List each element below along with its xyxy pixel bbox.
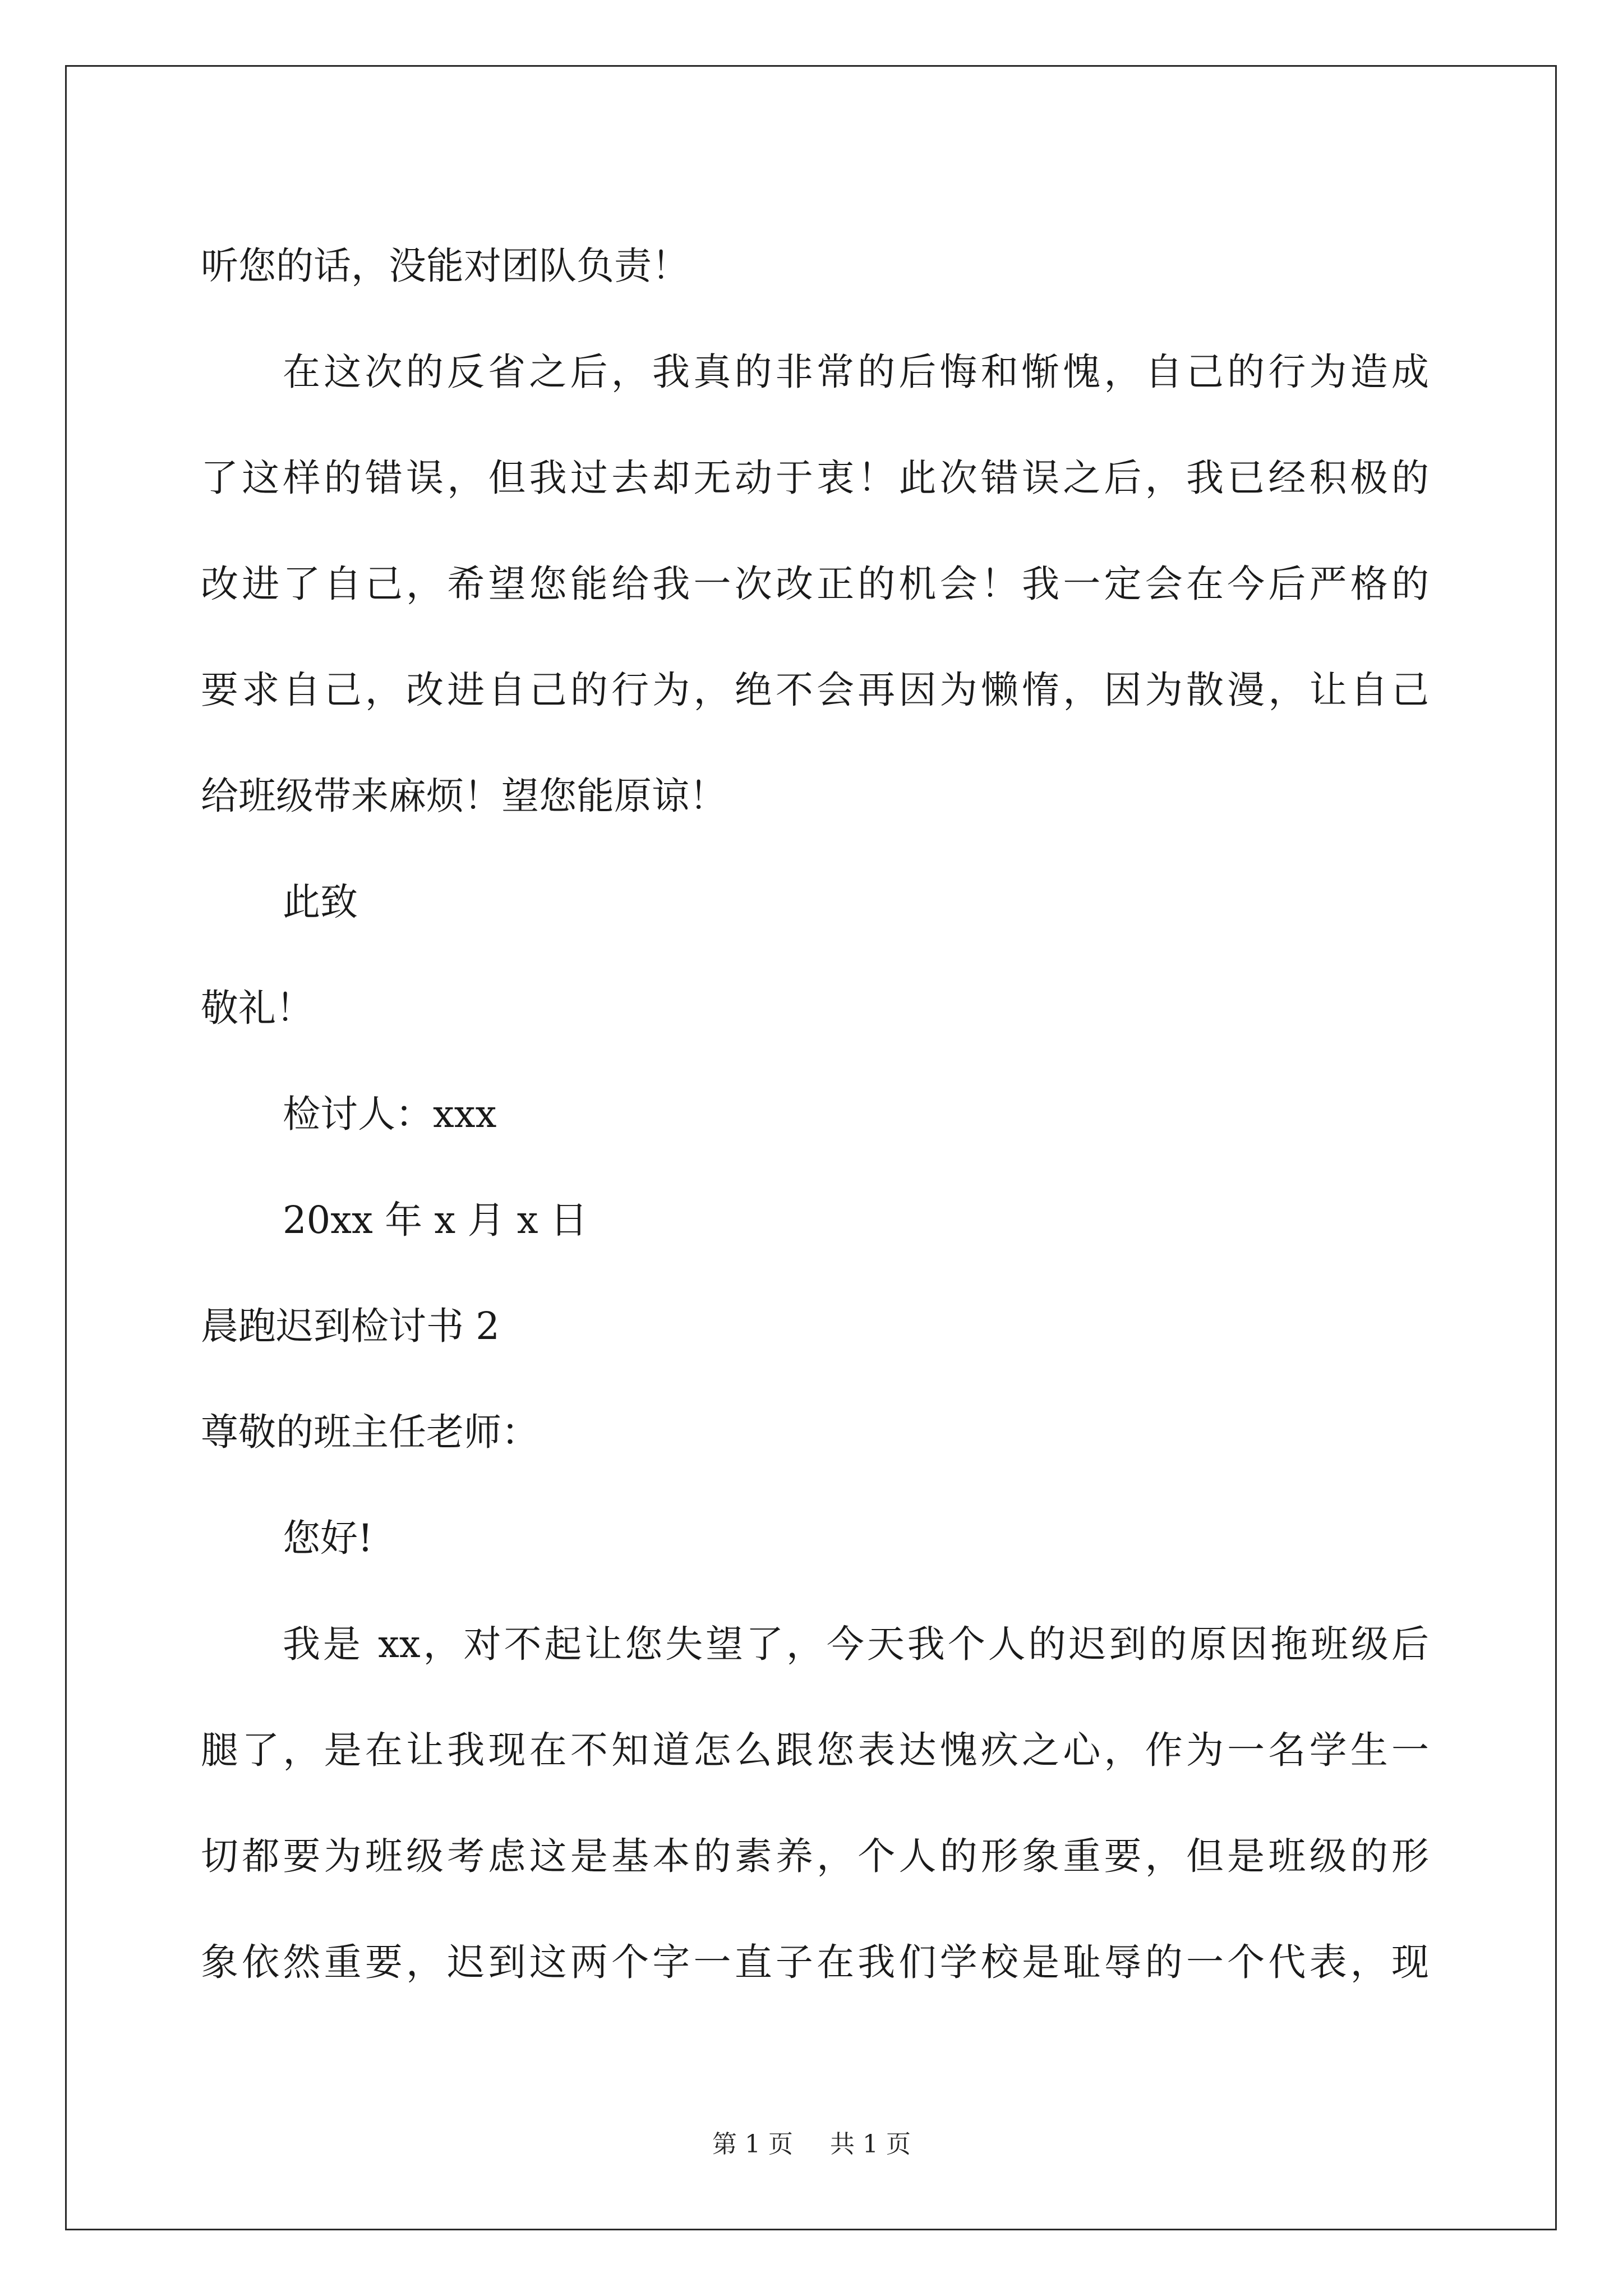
date-line: 20xx 年 x 月 x 日 [283,1198,588,1242]
text-line: 改进了自己，希望您能给我一次改正的机会！我一定会在今后严格的 [201,562,1429,606]
text-line: 切都要为班级考虑这是基本的素养，个人的形象重要，但是班级的形 [201,1834,1429,1878]
text-line: 腿了，是在让我现在不知道怎么跟您表达愧疚之心，作为一名学生一 [201,1728,1429,1772]
text-line: 我是 xx，对不起让您失望了，今天我个人的迟到的原因拖班级后 [283,1622,1429,1666]
page-footer [0,2129,1623,2160]
closing-salutation: 此致 [283,880,358,924]
text-line: 听您的话，没能对团队负责！ [201,244,689,288]
signature-line: 检讨人：xxx [283,1092,497,1136]
document-body [201,213,1429,2016]
text-line: 给班级带来麻烦！望您能原谅！ [201,774,727,818]
page-total: 共 1 页 [830,2130,911,2159]
greeting-recipient: 尊敬的班主任老师： [201,1410,539,1454]
text-line: 要求自己，改进自己的行为，绝不会再因为懒惰，因为散漫，让自己 [201,668,1429,712]
text-line: 在这次的反省之后，我真的非常的后悔和惭愧，自己的行为造成 [283,350,1429,394]
greeting: 您好! [283,1516,373,1560]
closing-regards: 敬礼！ [201,986,313,1030]
text-line: 了这样的错误，但我过去却无动于衷！此次错误之后，我已经积极的 [201,456,1429,500]
section-title: 晨跑迟到检讨书 2 [201,1304,500,1348]
text-line: 象依然重要，迟到这两个字一直子在我们学校是耻辱的一个代表，现 [201,1940,1429,1984]
page-number: 第 1 页 [712,2130,793,2159]
